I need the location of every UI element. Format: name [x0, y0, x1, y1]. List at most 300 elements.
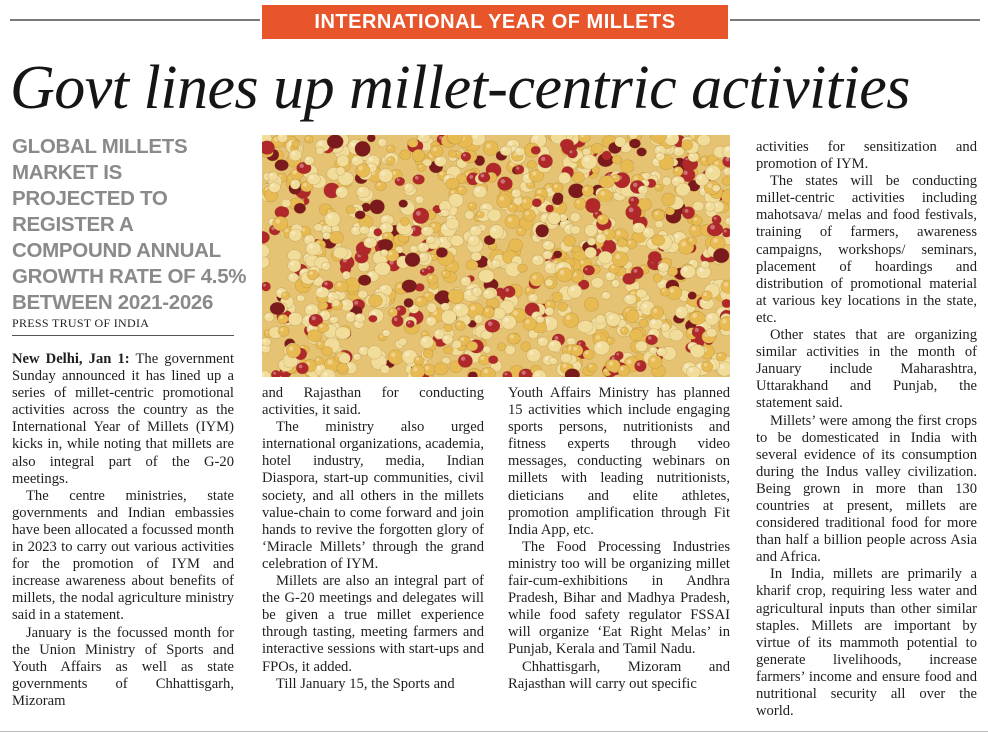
grain-highlight: [570, 287, 574, 291]
grain-highlight: [613, 176, 616, 179]
grain-highlight: [361, 227, 364, 230]
grain-highlight: [337, 282, 341, 286]
grain: [648, 251, 661, 263]
grain-highlight: [381, 286, 385, 290]
grain-highlight: [532, 171, 536, 175]
grain-highlight: [547, 309, 550, 312]
grain-highlight: [534, 136, 539, 141]
grain: [574, 198, 586, 209]
grain: [690, 344, 705, 357]
grain-highlight: [657, 154, 660, 157]
grain-highlight: [715, 161, 719, 165]
grain: [457, 186, 467, 195]
article-column-3: [508, 385, 730, 693]
grain-highlight: [690, 154, 693, 157]
grain: [278, 314, 289, 324]
grain-highlight: [442, 210, 445, 213]
grain: [449, 150, 457, 158]
grain: [288, 259, 301, 272]
grain-highlight: [485, 309, 488, 312]
grain-highlight: [620, 367, 624, 371]
grain: [483, 289, 495, 300]
lead-text: The government Sunday announced it has lined up a series of millet-centric promotional activities across the country as the International Year of Millets (IYM) kicks in, while noting that millets are also integral part of the G-20 meetings.: [12, 351, 235, 487]
grain-highlight: [527, 288, 530, 291]
grain: [713, 248, 729, 263]
grain-highlight: [443, 304, 446, 307]
grain: [571, 345, 583, 356]
grain-highlight: [615, 254, 620, 259]
grain: [626, 205, 642, 220]
grain: [288, 273, 298, 282]
grain-highlight: [659, 349, 662, 352]
grain: [336, 167, 345, 176]
grain: [606, 359, 620, 372]
grain-highlight: [317, 366, 321, 370]
grain-highlight: [538, 317, 540, 319]
grain-highlight: [563, 364, 567, 368]
grain-highlight: [422, 269, 425, 272]
grain-highlight: [648, 336, 652, 340]
grain-highlight: [599, 216, 602, 219]
grain-highlight: [714, 217, 717, 220]
grain: [655, 184, 664, 191]
grain: [651, 235, 664, 246]
grain: [515, 165, 525, 174]
grain: [382, 330, 390, 337]
grain-highlight: [670, 288, 675, 293]
grain: [653, 274, 662, 283]
grain-highlight: [292, 152, 296, 156]
grain-highlight: [361, 348, 364, 351]
grain: [388, 308, 397, 317]
grain: [705, 312, 719, 325]
grain-highlight: [309, 326, 312, 329]
grain-highlight: [655, 211, 659, 215]
grain: [444, 324, 452, 332]
grain: [570, 226, 580, 235]
grain: [327, 135, 343, 149]
grain-highlight: [469, 175, 473, 179]
grain: [620, 327, 628, 335]
grain: [413, 175, 425, 185]
grain-highlight: [390, 310, 393, 313]
grain-highlight: [509, 141, 513, 145]
grain-highlight: [570, 150, 573, 153]
article-paragraph: Youth Affairs Ministry has planned 15 activities which include engaging sports persons, nutritionists and fitness experts through video messages, conducting webinars on millets with leading nutritionists, dieticians and elite athletes, promotion amplification through Fit India App, etc.: [508, 385, 730, 538]
grain: [701, 261, 710, 268]
grain-highlight: [653, 309, 657, 313]
grain-highlight: [660, 264, 663, 267]
article-paragraph: Till January 15, the Sports and: [276, 675, 455, 692]
grain-highlight: [704, 293, 707, 296]
grain-highlight: [461, 337, 465, 341]
grain-highlight: [493, 261, 496, 264]
grain: [553, 251, 562, 258]
grain: [375, 262, 391, 276]
grain: [635, 341, 647, 352]
grain: [635, 360, 647, 372]
grain: [558, 302, 568, 311]
grain-highlight: [318, 288, 322, 292]
grain-highlight: [391, 353, 396, 358]
grain: [707, 223, 723, 236]
grain: [567, 149, 577, 159]
grain: [355, 211, 365, 219]
grain: [705, 202, 716, 212]
grain-highlight: [320, 324, 323, 327]
grain: [514, 147, 525, 156]
grain-highlight: [533, 313, 536, 316]
grain-highlight: [725, 169, 728, 172]
article-paragraph: [12, 351, 234, 488]
grain-highlight: [662, 289, 665, 292]
grain-highlight: [270, 173, 273, 176]
grain: [630, 329, 643, 341]
grain: [337, 363, 348, 372]
grain: [443, 346, 453, 354]
grain-highlight: [545, 252, 548, 255]
grain: [388, 350, 403, 365]
grain: [262, 338, 271, 346]
grain-highlight: [708, 315, 712, 319]
grain: [478, 355, 489, 365]
grain: [668, 267, 678, 276]
grain-highlight: [383, 216, 387, 220]
grain: [369, 315, 378, 322]
grain-highlight: [526, 320, 530, 324]
grain-highlight: [685, 209, 689, 213]
article-paragraph: Chhattisgarh, Mizoram and Rajasthan will carry out specific: [508, 658, 730, 692]
grain: [483, 307, 495, 318]
grain: [418, 135, 430, 143]
grain-highlight: [710, 225, 715, 230]
grain: [414, 356, 424, 365]
grain: [595, 315, 605, 325]
grain-highlight: [481, 174, 485, 178]
grain: [400, 150, 411, 160]
grain: [560, 353, 571, 363]
grain-highlight: [683, 171, 687, 175]
article-column-4: [756, 139, 977, 720]
grain-highlight: [517, 167, 520, 170]
grain: [657, 348, 667, 357]
grain-highlight: [291, 231, 295, 235]
grain: [417, 164, 426, 172]
grain: [408, 138, 419, 147]
grain: [307, 270, 318, 280]
grain-highlight: [634, 177, 638, 181]
article-paragraph: The Food Processing Industries ministry too will be organizing millet fair-cum-exhibitions in Andhra Pradesh, Bihar and Madhya Pradesh, while food safety regulator FSSAI will organize ‘Eat Right Melas’ in Punjab, Kerala and Tamil Nadu.: [508, 538, 730, 658]
grain-highlight: [513, 311, 518, 316]
grain-highlight: [425, 293, 428, 296]
grain: [624, 294, 637, 304]
grain: [488, 356, 498, 364]
grain-highlight: [517, 148, 520, 151]
grain: [581, 154, 597, 169]
grain: [722, 299, 730, 308]
grain: [701, 361, 712, 372]
grain: [527, 161, 536, 169]
grain: [712, 185, 720, 192]
grain-highlight: [545, 357, 549, 361]
grain-highlight: [289, 346, 293, 350]
grain-highlight: [331, 317, 334, 320]
grain: [573, 172, 585, 183]
grain-highlight: [675, 234, 679, 238]
grain: [557, 268, 573, 282]
grain: [594, 341, 610, 355]
grain: [493, 308, 505, 320]
grain: [296, 363, 308, 374]
grain: [380, 249, 388, 256]
grain: [606, 313, 620, 327]
grain-highlight: [504, 318, 509, 323]
grain: [483, 346, 491, 353]
grain-highlight: [692, 313, 697, 318]
grain: [497, 194, 511, 208]
grain-highlight: [676, 148, 679, 151]
grain-highlight: [486, 144, 490, 148]
grain-highlight: [577, 200, 580, 203]
grain-highlight: [541, 157, 545, 161]
grain: [374, 228, 382, 236]
grain: [450, 235, 463, 246]
grain: [598, 251, 612, 264]
grain: [673, 167, 683, 177]
grain-highlight: [508, 217, 512, 221]
grain-highlight: [718, 354, 721, 357]
grain: [359, 226, 369, 234]
grain-highlight: [656, 185, 659, 188]
grain-highlight: [471, 306, 476, 311]
grain: [289, 229, 302, 241]
grain-highlight: [354, 157, 358, 161]
grain: [333, 247, 348, 259]
grain: [564, 236, 576, 247]
grain-highlight: [424, 227, 428, 231]
grain: [531, 146, 541, 154]
grain-highlight: [598, 235, 601, 238]
grain-highlight: [678, 309, 682, 313]
grain: [386, 156, 395, 165]
grain: [481, 367, 496, 377]
grain-highlight: [713, 238, 718, 243]
grain-highlight: [406, 185, 409, 188]
grain: [511, 189, 521, 198]
grain-highlight: [476, 188, 480, 192]
grain-highlight: [324, 233, 327, 236]
grain: [552, 183, 563, 193]
grain-highlight: [394, 317, 398, 321]
grain: [545, 307, 554, 316]
grain-highlight: [323, 226, 326, 229]
grain: [426, 316, 437, 326]
grain-highlight: [428, 267, 430, 269]
grain-highlight: [535, 372, 539, 376]
grain: [572, 246, 581, 253]
grain-highlight: [510, 335, 514, 339]
grain-highlight: [681, 242, 686, 247]
grain-highlight: [388, 146, 391, 149]
grain: [615, 351, 624, 360]
grain: [656, 153, 665, 161]
grain: [725, 218, 730, 225]
grain-highlight: [502, 147, 506, 151]
grain-highlight: [695, 328, 699, 332]
grain: [578, 320, 594, 332]
grain: [505, 345, 515, 355]
grain: [585, 224, 598, 236]
grain: [537, 337, 548, 346]
grain: [676, 183, 690, 196]
grain-highlight: [369, 157, 373, 161]
grain: [468, 202, 477, 210]
article-paragraph: The states will be conducting millet-centric activities including mahotsava/ melas and food festivals, training of farmers, awareness campaigns, workshops/ seminars, placement of hoardings and distribution of promotional material at various key locations in the state, etc.: [756, 173, 977, 326]
grain-highlight: [707, 183, 712, 188]
grain-highlight: [380, 140, 383, 143]
grain: [420, 336, 434, 349]
grain-highlight: [547, 302, 550, 305]
grain: [648, 355, 662, 368]
grain: [332, 299, 340, 307]
grain-highlight: [724, 230, 727, 233]
grain-highlight: [522, 371, 526, 375]
grain: [364, 237, 377, 248]
grain-highlight: [707, 203, 710, 206]
grain-highlight: [381, 171, 385, 175]
grain: [402, 280, 417, 293]
grain: [563, 313, 579, 328]
banner-rule-right: [730, 19, 980, 21]
grain: [548, 340, 561, 352]
grain: [446, 218, 459, 229]
grain-highlight: [674, 177, 678, 181]
grain: [552, 195, 563, 205]
grain-highlight: [420, 254, 423, 257]
grain-highlight: [290, 262, 294, 266]
grain: [652, 210, 664, 221]
grain: [421, 226, 433, 236]
grain-highlight: [405, 352, 410, 357]
grain-highlight: [531, 295, 534, 298]
grain: [304, 136, 313, 144]
grain: [406, 320, 415, 327]
article-paragraph: Other states that are organizing similar activities in the month of January include Maharashtra, Uttarakhand and Punjab, the statement said.: [756, 327, 977, 412]
article-column-2: [262, 385, 484, 693]
grain-highlight: [310, 271, 313, 274]
grain-highlight: [683, 267, 688, 272]
grain: [378, 169, 392, 183]
grain: [583, 267, 592, 275]
grain-highlight: [633, 183, 637, 187]
grain-highlight: [324, 282, 327, 285]
grain: [611, 279, 619, 287]
grain: [503, 286, 515, 298]
article-paragraph: The ministry also urged international organizations, academia, hotel industry, media, Indian Diaspora, start-up communities, civil society, and all others in the millets value-chain to come forward and join hands to revive the forgotten glory of ‘Miracle Millets’ through the grand celebration of IYM.: [262, 419, 484, 572]
grain-highlight: [344, 273, 347, 276]
grain-highlight: [306, 157, 309, 160]
grain: [471, 252, 482, 261]
grain-highlight: [589, 365, 592, 368]
grain: [288, 312, 302, 325]
grain-highlight: [534, 257, 538, 261]
millet-grains-image: [262, 135, 730, 377]
grain-highlight: [560, 270, 565, 275]
grain-highlight: [353, 227, 356, 230]
grain-highlight: [397, 178, 400, 181]
grain: [638, 186, 648, 195]
grain: [325, 211, 341, 226]
grain-highlight: [603, 293, 606, 296]
article-paragraph: January is the focussed month for the Union Ministry of Sports and Youth Affairs as well as state governments of Chhattisgarh, Mizoram: [12, 624, 234, 709]
grain-highlight: [555, 336, 559, 340]
byline-rule: [12, 335, 234, 336]
grain-highlight: [310, 175, 314, 179]
grain-highlight: [701, 189, 704, 192]
grain: [281, 199, 291, 207]
grain-highlight: [688, 330, 692, 334]
grain-highlight: [437, 158, 441, 162]
grain-highlight: [485, 291, 489, 295]
grain: [436, 247, 447, 257]
grain: [367, 346, 381, 360]
grain: [584, 297, 598, 311]
grain: [322, 346, 333, 356]
grain: [466, 260, 478, 270]
grain: [448, 289, 464, 303]
grain: [262, 245, 270, 258]
grain-highlight: [523, 199, 527, 203]
grain-highlight: [506, 288, 510, 292]
grain: [292, 140, 300, 147]
grain: [629, 139, 640, 148]
grain-highlight: [628, 241, 631, 244]
grain-highlight: [689, 238, 692, 241]
grain: [483, 141, 498, 156]
grain-highlight: [283, 293, 285, 295]
article-column-1: [12, 351, 234, 710]
dateline: New Delhi, Jan 1:: [12, 351, 130, 367]
grain-highlight: [703, 262, 706, 265]
grain-highlight: [384, 234, 387, 237]
grain-highlight: [280, 316, 283, 319]
grain-highlight: [492, 227, 496, 231]
grain-highlight: [597, 343, 602, 348]
grain: [378, 138, 387, 147]
grain-highlight: [698, 176, 702, 180]
grain: [294, 203, 306, 213]
grain: [315, 287, 329, 298]
grain: [434, 156, 446, 167]
grain: [567, 285, 582, 299]
grain: [423, 349, 433, 358]
grain-highlight: [478, 212, 480, 214]
grain-highlight: [525, 211, 529, 215]
grain-highlight: [357, 315, 360, 318]
grain: [334, 281, 348, 292]
grain-highlight: [459, 187, 462, 190]
grain: [523, 318, 536, 331]
grain-highlight: [431, 224, 435, 228]
grain-highlight: [708, 168, 713, 173]
grain: [380, 365, 389, 374]
grain: [701, 291, 712, 301]
grain: [268, 182, 280, 193]
grain: [426, 236, 435, 244]
grain: [545, 279, 553, 286]
grain: [358, 275, 371, 286]
grain: [336, 186, 348, 198]
